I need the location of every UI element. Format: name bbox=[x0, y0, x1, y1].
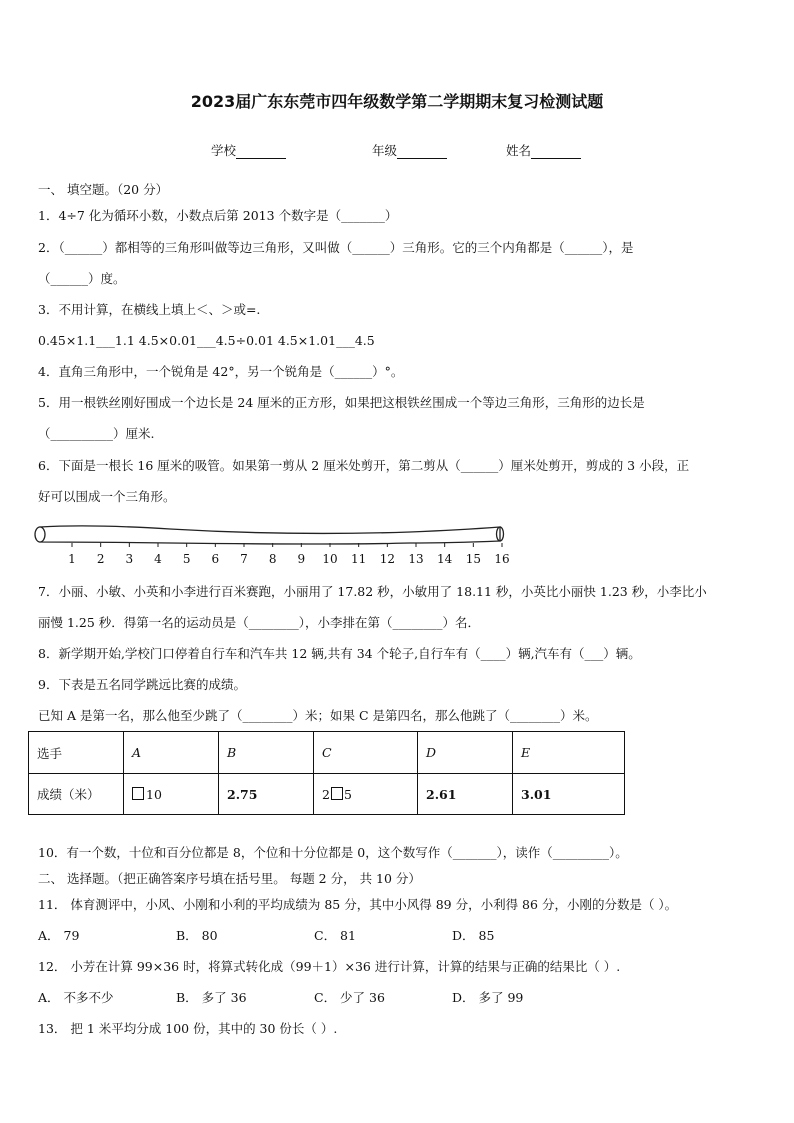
table-row-label: 成绩（米） bbox=[29, 774, 124, 815]
straw-tick-label: 6 bbox=[211, 552, 220, 566]
question-9-cont: 已知 A 是第一名，那么他至少跳了（________）米；如果 C 是第四名，那么他跳了（________）米。 bbox=[38, 708, 598, 723]
question-11: 11． 体育测评中，小风、小刚和小利的平均成绩为 85 分，其中小风得 89 分，小利得 86 分，小刚的分数是（ ）。 bbox=[38, 897, 678, 912]
straw-tick-label: 12 bbox=[379, 552, 395, 566]
grade-blank[interactable] bbox=[397, 146, 447, 159]
straw-tick-label: 10 bbox=[322, 552, 338, 566]
question-2-cont: （______）度。 bbox=[38, 271, 126, 286]
option-d[interactable]: D． 85 bbox=[452, 928, 495, 943]
table-header-cell: E bbox=[513, 732, 625, 774]
question-6: 6．下面是一根长 16 厘米的吸管。如果第一剪从 2 厘米处剪开，第二剪从（______）厘米处剪开，剪成的 3 小段，正 bbox=[38, 458, 690, 473]
straw-tick-label: 11 bbox=[351, 552, 367, 566]
grade-field: 年级 bbox=[372, 141, 447, 159]
question-7: 7．小丽、小敏、小英和小李进行百米赛跑，小丽用了 17.82 秒，小敏用了 18.11 秒，小英比小丽快 1.23 秒，小李比小 bbox=[38, 584, 707, 599]
option-d[interactable]: D． 多了 99 bbox=[452, 990, 524, 1005]
table-header-cell: B bbox=[219, 732, 314, 774]
name-blank[interactable] bbox=[531, 146, 581, 159]
question-5-cont: （__________）厘米. bbox=[38, 426, 155, 441]
question-3: 3．不用计算，在横线上填上＜、＞或=. bbox=[38, 302, 261, 317]
option-c[interactable]: C． 少了 36 bbox=[314, 990, 385, 1005]
straw-tick-label: 8 bbox=[268, 552, 277, 566]
option-b[interactable]: B． 80 bbox=[176, 928, 218, 943]
straw-tick-label: 9 bbox=[297, 552, 306, 566]
name-field: 姓名 bbox=[506, 141, 581, 159]
option-a[interactable]: A． 不多不少 bbox=[38, 990, 114, 1005]
question-7-cont: 丽慢 1.25 秒．得第一名的运动员是（________），小李排在第（________）名． bbox=[38, 615, 481, 630]
school-blank[interactable] bbox=[236, 146, 286, 159]
question-10: 10．有一个数，十位和百分位都是 8，个位和十分位都是 0，这个数写作（_______），读作（_________）。 bbox=[38, 845, 628, 860]
straw-tick-label: 7 bbox=[240, 552, 248, 566]
question-9: 9．下表是五名同学跳远比赛的成绩。 bbox=[38, 677, 246, 692]
question-8: 8．新学期开始,学校门口停着自行车和汽车共 12 辆,共有 34 个轮子,自行车有（____）辆,汽车有（___）辆。 bbox=[38, 646, 641, 661]
option-c[interactable]: C． 81 bbox=[314, 928, 356, 943]
straw-tick-label: 3 bbox=[125, 552, 134, 566]
table-header-cell: D bbox=[418, 732, 513, 774]
straw-left-end bbox=[35, 527, 45, 542]
straw-tick-label: 2 bbox=[96, 552, 105, 566]
straw-ruler-figure bbox=[30, 521, 520, 569]
question-3-items: 0.45×1.1___1.1 4.5×0.01___4.5÷0.01 4.5×1.01___4.5 bbox=[38, 333, 375, 348]
table-header-row bbox=[29, 732, 625, 774]
score-d-cell: 2.61 bbox=[418, 774, 513, 815]
straw-tick-label: 13 bbox=[408, 552, 424, 566]
question-2: 2．（______）都相等的三角形叫做等边三角形，又叫做（______）三角形。它的三个内角都是（______），是 bbox=[38, 240, 634, 255]
blank-box[interactable] bbox=[132, 787, 144, 800]
straw-tick-label: 4 bbox=[154, 552, 162, 566]
straw-body bbox=[40, 526, 500, 544]
school-field: 学校 bbox=[211, 141, 286, 159]
table-header-cell: C bbox=[314, 732, 418, 774]
option-b[interactable]: B． 多了 36 bbox=[176, 990, 247, 1005]
option-a[interactable]: A． 79 bbox=[38, 928, 80, 943]
section-choice-heading: 二、 选择题。（把正确答案序号填在括号里。 每题 2 分， 共 10 分） bbox=[38, 871, 421, 886]
straw-tick-label: 15 bbox=[465, 552, 481, 566]
score-c-cell: 2 5 bbox=[314, 774, 418, 815]
straw-tick-label: 16 bbox=[494, 552, 510, 566]
straw-tick-label: 1 bbox=[68, 552, 76, 566]
straw-tick-label: 14 bbox=[437, 552, 453, 566]
straw-tick-label: 5 bbox=[182, 552, 191, 566]
score-b-cell: 2.75 bbox=[219, 774, 314, 815]
question-12: 12． 小芳在计算 99×36 时，将算式转化成（99＋1）×36 进行计算，计算的结果与正确的结果比（ ）. bbox=[38, 959, 621, 974]
jump-scores-table bbox=[28, 731, 625, 815]
question-1: 1．4÷7 化为循环小数，小数点后第 2013 个数字是（_______） bbox=[38, 208, 398, 223]
question-4: 4．直角三角形中，一个锐角是 42°，另一个锐角是（______）°。 bbox=[38, 364, 404, 379]
page-title: 2023届广东东莞市四年级数学第二学期期末复习检测试题 bbox=[190, 92, 604, 111]
question-6-cont: 好可以围成一个三角形。 bbox=[38, 489, 176, 504]
question-5: 5．用一根铁丝刚好围成一个边长是 24 厘米的正方形，如果把这根铁丝围成一个等边三角形，三角形的边长是 bbox=[38, 395, 645, 410]
score-a-cell: 10 bbox=[124, 774, 219, 815]
table-header-cell: 选手 bbox=[29, 732, 124, 774]
blank-box[interactable] bbox=[331, 787, 343, 800]
table-row bbox=[29, 774, 625, 815]
score-e-cell: 3.01 bbox=[513, 774, 625, 815]
question-13: 13． 把 1 米平均分成 100 份，其中的 30 份长（ ）. bbox=[38, 1021, 338, 1036]
section-fill-heading: 一、 填空题。（20 分） bbox=[38, 182, 169, 197]
table-header-cell: A bbox=[124, 732, 219, 774]
